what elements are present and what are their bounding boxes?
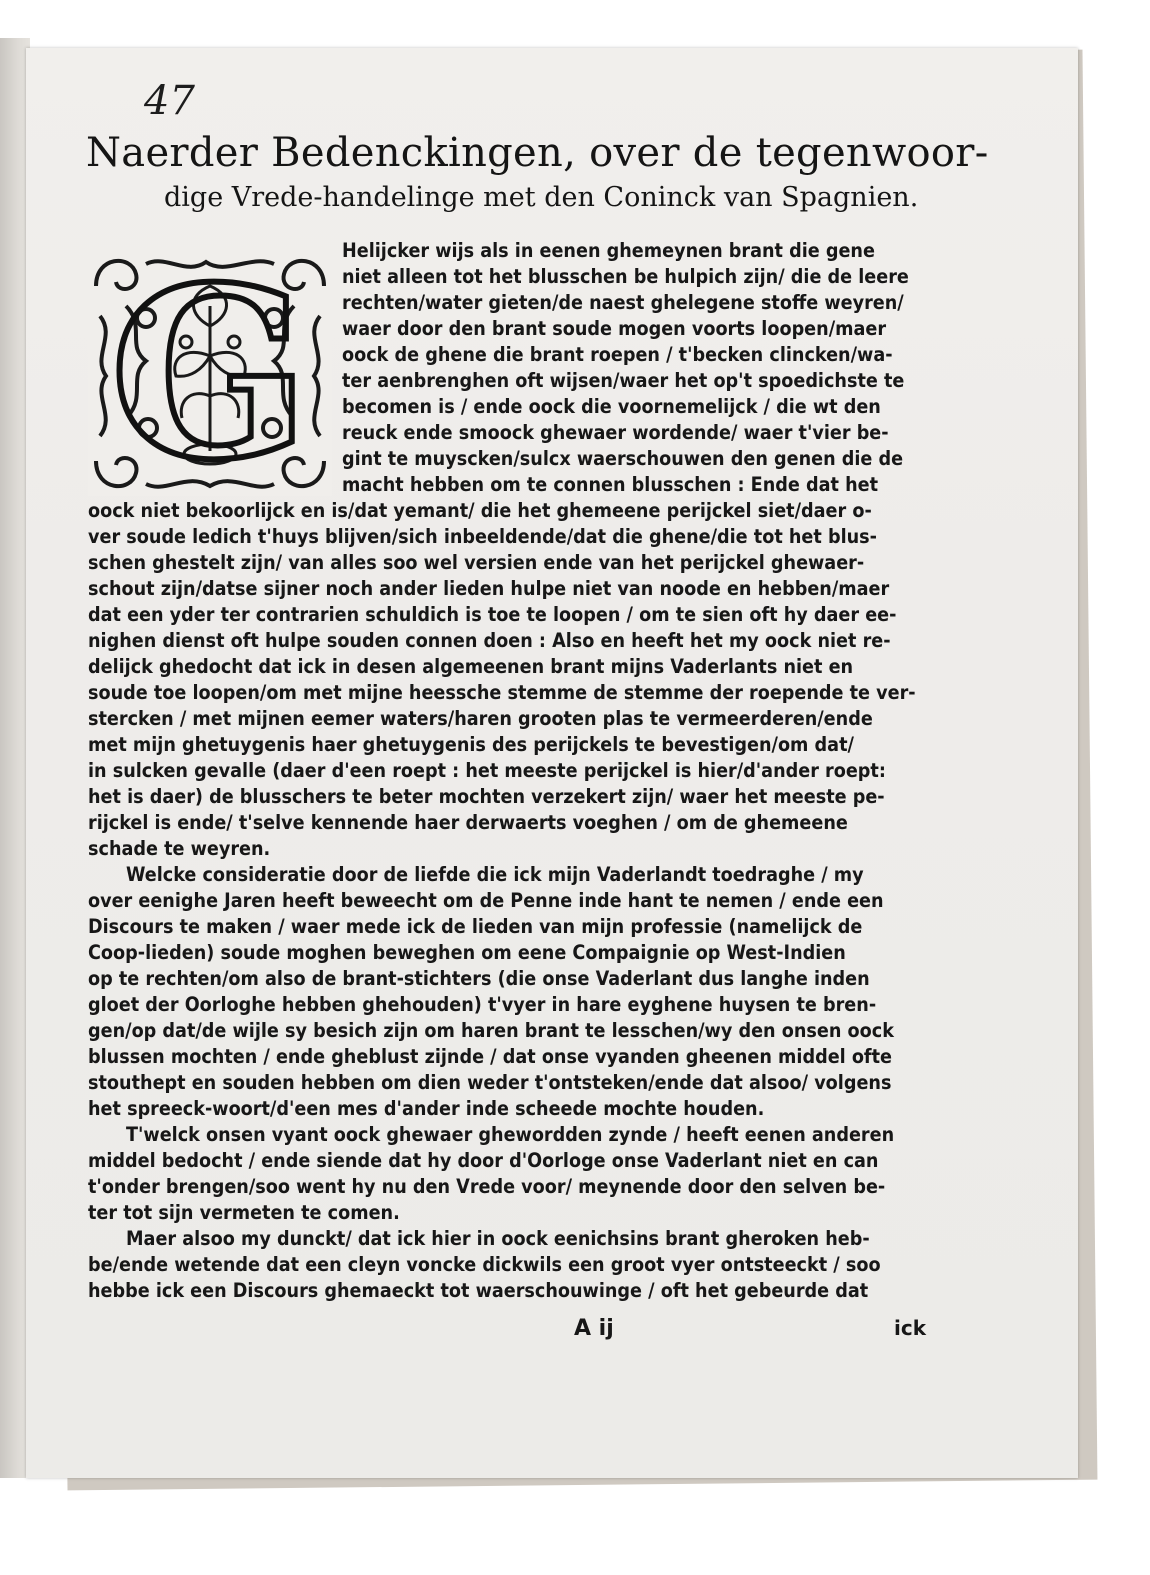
text-line: Helijcker wijs als in eenen ghemeynen brant die gene xyxy=(342,239,875,262)
text-line: met mijn ghetuygenis haer ghetuygenis des perijckels te bevestigen/om dat/ xyxy=(88,733,854,756)
text-line: soude toe loopen/om met mijne heessche stemme de stemme der roepende te ver- xyxy=(88,681,916,704)
text-line: in sulcken gevalle (daer d'een roept : het meeste perijckel is hier/d'ander roept: xyxy=(88,759,886,782)
text-line: schen ghestelt zijn/ van alles soo wel versien ende van het perijckel ghewaer- xyxy=(88,551,865,574)
text-line: reuck ende smoock ghewaer wordende/ waer t'vier be- xyxy=(342,421,889,444)
text-line: nighen dienst oft hulpe souden connen doen : Also en heeft het my oock niet re- xyxy=(88,629,891,652)
catchword: ick xyxy=(894,1316,927,1340)
page-number: 47 xyxy=(144,78,195,124)
text-line: oock niet bekoorlijck en is/dat yemant/ die het ghemeene perijckel siet/daer o- xyxy=(88,499,872,522)
text-line: het is daer) de blusschers te beter mochten verzekert zijn/ waer het meeste pe- xyxy=(88,785,885,808)
text-line: rijckel is ende/ t'selve kennende haer derwaerts voeghen / om de ghemeene xyxy=(88,811,848,834)
title-line-2: dige Vrede-handelinge met den Coninck van Spagnien. xyxy=(164,182,919,213)
text-line: T'welck onsen vyant oock ghewaer ghewordden zynde / heeft eenen anderen xyxy=(126,1123,895,1146)
body-text xyxy=(88,238,946,1304)
text-line: waer door den brant soude mogen voorts loopen/maer xyxy=(342,317,887,340)
text-line: becomen is / ende oock die voornemelijck / die wt den xyxy=(342,395,881,418)
text-line: ter tot sijn vermeten te comen. xyxy=(88,1201,400,1224)
text-line: gloet der Oorloghe hebben ghehouden) t'vyer in hare eyghene huysen te bren- xyxy=(88,993,877,1016)
text-line: ver soude ledich t'huys blijven/sich inbeeldende/dat die ghene/die tot het blus- xyxy=(88,525,877,548)
text-line: t'onder brengen/soo went hy nu den Vrede voor/ meynende door den selven be- xyxy=(88,1175,886,1198)
text-line: be/ende wetende dat een cleyn voncke dickwils een groot vyer ontsteeckt / soo xyxy=(88,1253,881,1276)
text-line: oock de ghene die brant roepen / t'becken clincken/wa- xyxy=(342,343,893,366)
title-line-1: Naerder Bedenckingen, over de tegenwoor- xyxy=(86,130,989,176)
text-line: Coop-lieden) soude moghen beweghen om eene Compaignie op West-Indien xyxy=(88,941,846,964)
text-line: gint te muyscken/sulcx waerschouwen den genen die de xyxy=(342,447,904,470)
text-line: delijck ghedocht dat ick in desen algemeenen brant mijns Vaderlants niet en xyxy=(88,655,854,678)
text-line: het spreeck-woort/d'een mes d'ander inde scheede mochte houden. xyxy=(88,1097,765,1120)
text-line: Maer alsoo my dunckt/ dat ick hier in oock eenichsins brant gheroken heb- xyxy=(126,1227,870,1250)
text-line: op te rechten/om also de brant-stichters (die onse Vaderlant dus langhe inden xyxy=(88,967,870,990)
text-line: macht hebben om te connen blusschen : Ende dat het xyxy=(342,473,879,496)
text-line: Welcke consideratie door de liefde die ick mijn Vaderlandt toedraghe / my xyxy=(126,863,864,886)
text-line: hebbe ick een Discours ghemaeckt tot waerschouwinge / oft het gebeurde dat xyxy=(88,1279,869,1302)
drop-cap-letter: G xyxy=(109,246,311,498)
text-line: blussen mochten / ende gheblust zijnde / dat onse vyanden gheenen middel ofte xyxy=(88,1045,892,1068)
text-line: schout zijn/datse sijner noch ander lieden hulpe niet van noode en hebben/maer xyxy=(88,577,890,600)
text-line: stercken / met mijnen eemer waters/haren grooten plas te vermeerderen/ende xyxy=(88,707,873,730)
text-line: niet alleen tot het blusschen be hulpich zijn/ die de leere xyxy=(342,265,909,288)
text-line: gen/op dat/de wijle sy besich zijn om haren brant te lesschen/wy den onsen oock xyxy=(88,1019,894,1042)
text-line: dat een yder ter contrarien schuldich is toe te loopen / om te sien oft hy daer ee- xyxy=(88,603,897,626)
signature-mark: A ij xyxy=(574,1316,614,1341)
text-line: ter aenbrenghen oft wijsen/waer het op't spoedichste te xyxy=(342,369,905,392)
book-page xyxy=(26,48,1078,1478)
text-line: schade te weyren. xyxy=(88,837,271,860)
page-title xyxy=(86,130,1006,213)
text-line: stouthept en souden hebben om dien weder t'ontsteken/ende dat alsoo/ volgens xyxy=(88,1071,892,1094)
text-line: rechten/water gieten/de naest ghelegene stoffe weyren/ xyxy=(342,291,904,314)
text-line: middel bedocht / ende siende dat hy door d'Oorloge onse Vaderlant niet en can xyxy=(88,1149,879,1172)
text-line: Discours te maken / waer mede ick de lieden van mijn professie (namelijck de xyxy=(88,915,863,938)
text-line: over eenighe Jaren heeft beweecht om de Penne inde hant te nemen / ende een xyxy=(88,889,884,912)
